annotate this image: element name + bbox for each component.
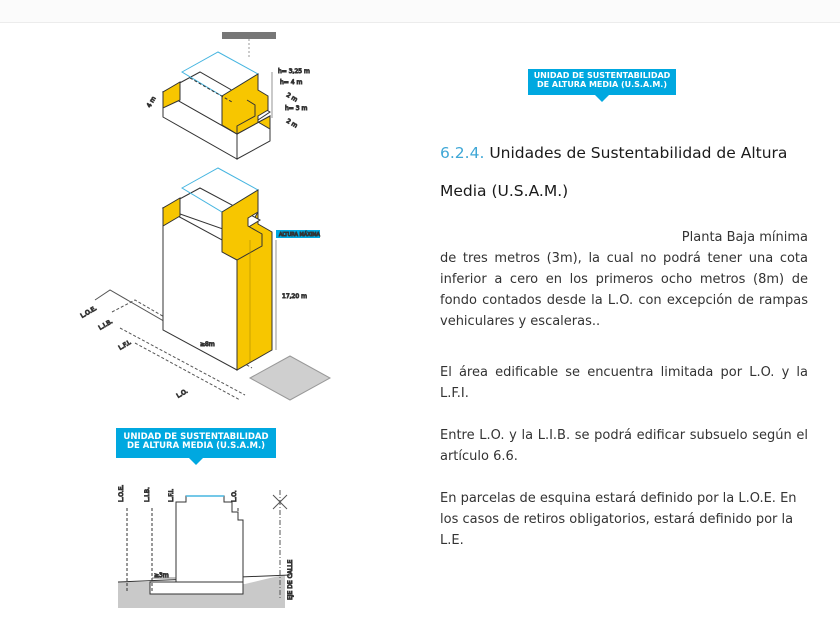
tag-left-line2: DE ALTURA MEDIA (U.S.A.M.) bbox=[126, 441, 266, 452]
tag-right-line2: DE ALTURA MEDIA (U.S.A.M.) bbox=[537, 79, 667, 89]
usam-tag-right bbox=[528, 69, 676, 95]
svg-text:17,20 m: 17,20 m bbox=[282, 293, 307, 300]
svg-text:h= 4 m: h= 4 m bbox=[280, 79, 303, 86]
svg-text:ALTURA MÁXIMA: ALTURA MÁXIMA bbox=[279, 232, 320, 238]
section-heading bbox=[440, 134, 810, 210]
paragraph-area-edificable: El área edificable se encuentra limitada por L.O. y la L.F.I. bbox=[440, 365, 808, 401]
paragraph-subsuelo: Entre L.O. y la L.I.B. se podrá edificar subsuelo según el artículo 6.6. bbox=[440, 428, 808, 464]
section-title: Unidades de Sustentabilidad de Altura Media (U.S.A.M.) bbox=[440, 144, 788, 200]
tag-right-line1: UNIDAD DE SUSTENTABILIDAD bbox=[533, 71, 671, 80]
tag-left-line1: UNIDAD DE SUSTENTABILIDAD bbox=[123, 432, 269, 442]
svg-text:L.O.E.: L.O.E. bbox=[79, 304, 99, 320]
svg-text:L.I.B.: L.I.B. bbox=[144, 487, 151, 502]
svg-text:L.F.I.: L.F.I. bbox=[168, 488, 175, 502]
svg-text:h= 3,25 m: h= 3,25 m bbox=[278, 68, 310, 75]
svg-text:L.I.B.: L.I.B. bbox=[97, 318, 114, 332]
section-number: 6.2.4. bbox=[440, 144, 485, 162]
svg-text:h= 3 m: h= 3 m bbox=[285, 105, 308, 112]
svg-text:≥3m: ≥3m bbox=[154, 572, 169, 579]
svg-text:L.O.E.: L.O.E. bbox=[118, 484, 125, 502]
isometric-block-max-height bbox=[80, 168, 331, 400]
svg-text:L.O.: L.O. bbox=[231, 490, 238, 502]
svg-text:L.O.: L.O. bbox=[175, 387, 190, 400]
paragraph-esquina: En parcelas de esquina estará definido por la L.O.E. En los casos de retiros obligatorios, estará definido por la L.E. bbox=[440, 491, 797, 548]
svg-text:2 m: 2 m bbox=[285, 117, 299, 130]
paragraph-planta-baja bbox=[440, 227, 808, 332]
isometric-block-basic bbox=[146, 32, 310, 159]
svg-text:L.F.I.: L.F.I. bbox=[117, 339, 133, 352]
svg-text:≥8m: ≥8m bbox=[200, 341, 215, 348]
svg-text:4 m: 4 m bbox=[145, 95, 158, 109]
svg-text:2 m: 2 m bbox=[285, 91, 299, 104]
svg-text:EJE DE CALLE: EJE DE CALLE bbox=[287, 559, 294, 600]
usam-section-drawing bbox=[118, 485, 294, 608]
paragraph-planta-baja-body: de tres metros (3m), la cual no podrá tener una cota inferior a cero en los primeros ocho metros (8m) de fondo contados desde la L.O. con excepción de rampas vehiculares y escaleras.. bbox=[440, 251, 808, 329]
usam-tag-left bbox=[116, 428, 276, 458]
paragraph-planta-baja-lead: Planta Baja mínima bbox=[681, 230, 808, 245]
